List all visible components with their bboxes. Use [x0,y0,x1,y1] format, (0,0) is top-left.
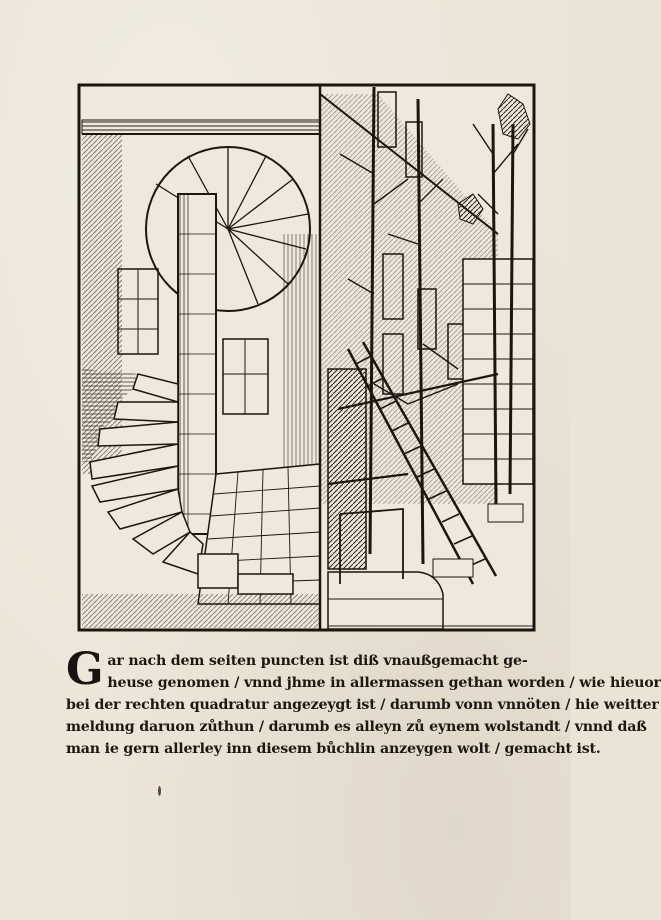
woodcut-illustration [78,84,535,631]
caption-line-4: meldung daruon zůthun / darumb es alleyn zů eynem wolstandt / vnnd daß [66,719,647,735]
caption-line-3: bei der rechten quadratur angezeygt ist / darumb vonn vnnöten / hie weitter [66,697,659,713]
drop-cap-initial: G [66,644,104,695]
caption-line-2: heuse genomen / vnnd jhme in allermassen gethan worden / wie hieuor [107,675,661,691]
caption-line-1: ar nach dem seiten puncten ist diß vnaußgemacht ge- [107,653,528,669]
caption-line-5: man ie gern allerley inn diesem bůchlin anzeygen wolt / gemacht ist. [66,741,601,757]
caption-text [66,644,661,760]
ink-speck [158,786,161,796]
